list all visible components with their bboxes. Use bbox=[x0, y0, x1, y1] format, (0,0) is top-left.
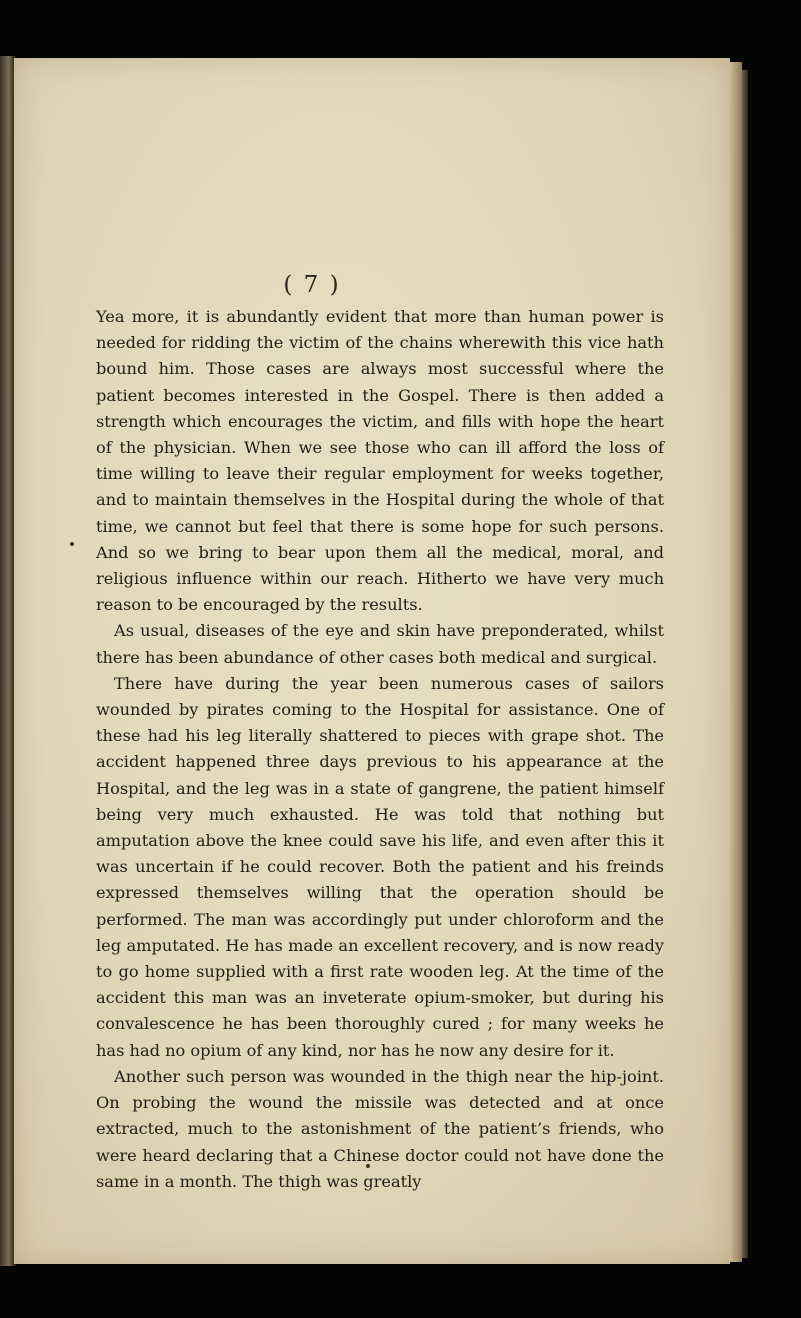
book-page bbox=[14, 58, 730, 1264]
page-stack-edge bbox=[730, 62, 742, 1262]
paragraph-2: As usual, diseases of the eye and skin have preponderated, whilst there has been abundance of other cases both medical and surgical. bbox=[96, 621, 664, 667]
page-number: ( 7 ) bbox=[283, 272, 341, 298]
paragraph-1: Yea more, it is abundantly evident that more than human power is needed for ridding the victim of the chains wherewith this vice hath bound him. Those cases are always most successful where the patient becomes interested in the Gospel. There is then added a strength which encourages the victim, and fills with hope the heart of the physician. When we see those who can ill afford the loss of time willing to leave their regular employment for weeks together, and to maintain themselves in the Hospital during the whole of that time, we cannot but feel that there is some hope for such persons. And so we bring to bear upon them all the medical, moral, and religious influence within our reach. Hitherto we have very much reason to be encouraged by the results. bbox=[96, 307, 664, 615]
paragraph-4: Another such person was wounded in the thigh near the hip-joint. On probing the wound the missile was detected and at once extracted, much to the astonishment of the patient’s friends, who were heard declaring that a Chinese doctor could not have done the same in a month. The thigh was greatly bbox=[96, 1066, 664, 1191]
ink-speck bbox=[70, 542, 74, 546]
body-text bbox=[96, 304, 664, 1195]
ink-speck bbox=[366, 1164, 370, 1168]
paragraph-3: There have during the year been numerous cases of sailors wounded by pirates coming to the Hospital for assistance. One of these had his leg literally shattered to pieces with grape shot. The accident happened three days previous to his appearance at the Hospital, and the leg was in a state of gangrene, the patient himself being very much exhausted. He was told that nothing but amputation above the knee could save his life, and even after this it was uncertain if he could recover. Both the patient and his freinds expressed themselves willing that the operation should be performed. The man was accordingly put under chloroform and the leg amputated. He has made an excellent recovery, and is now ready to go home supplied with a first rate wooden leg. At the time of the accident this man was an inveterate opium-smoker, but during his convalescence he has been thoroughly cured ; for many weeks he has had no opium of any kind, nor has he now any desire for it. bbox=[96, 673, 664, 1060]
back-cover-edge bbox=[742, 70, 748, 1258]
